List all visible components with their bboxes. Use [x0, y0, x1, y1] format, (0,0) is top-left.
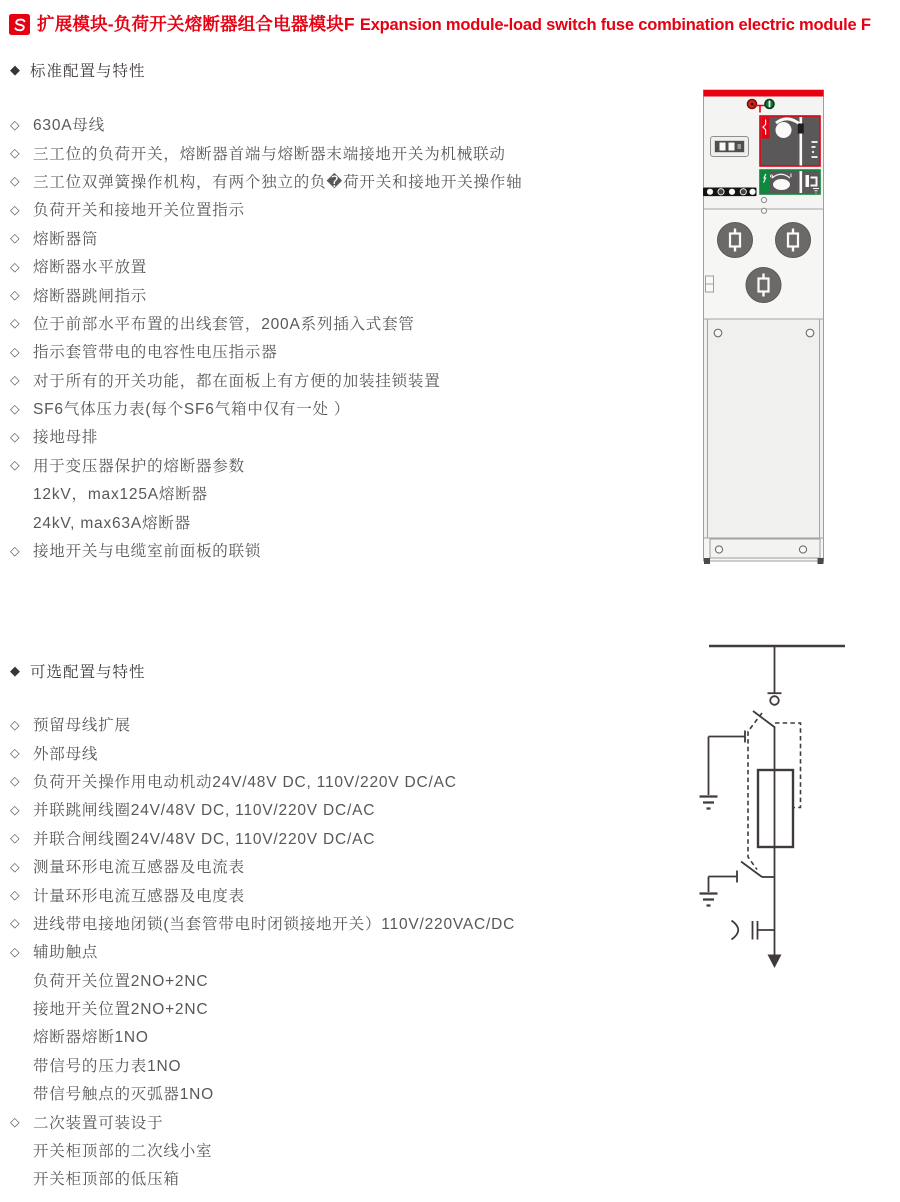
hollow-diamond-bullet: ◇ — [10, 888, 21, 903]
switchgear-cabinet-figure — [695, 85, 830, 570]
upper-earthing-switch-symbol — [700, 731, 746, 809]
feature-item-label: 开关柜顶部的二次线小室 — [33, 1143, 213, 1161]
earthing-switch-mimic-panel — [760, 170, 820, 194]
section-header-label: 标准配置与特性 — [30, 63, 146, 80]
feature-item — [10, 451, 522, 479]
earth-symbol — [700, 797, 718, 809]
hollow-diamond-bullet: ◇ — [10, 429, 21, 444]
feature-item — [10, 394, 522, 422]
feature-item — [10, 252, 522, 280]
feature-item — [10, 738, 515, 766]
hollow-diamond-bullet: ◇ — [10, 117, 21, 132]
page-title-english: Expansion module-load switch fuse combination electric module F — [359, 16, 871, 34]
feature-item — [10, 479, 522, 507]
feature-item — [10, 110, 522, 138]
feature-item — [10, 880, 515, 908]
feature-item-label: 进线带电接地闭锁(当套管带电时闭锁接地开关）110V/220VAC/DC — [33, 915, 516, 933]
feature-item-label: 接地母排 — [33, 429, 99, 447]
hollow-diamond-bullet: ◇ — [10, 774, 21, 789]
feature-item-label: 12kV，max125A熔断器 — [33, 486, 208, 504]
feature-item — [10, 536, 522, 564]
page-title-chinese: 扩展模块-负荷开关熔断器组合电器模块F — [37, 14, 360, 34]
hollow-diamond-bullet: ◇ — [10, 231, 21, 246]
feature-item-label: 计量环形电流互感器及电度表 — [33, 887, 245, 905]
hollow-diamond-bullet: ◇ — [10, 202, 21, 217]
feature-item — [10, 280, 522, 308]
filled-diamond-bullet: ◆ — [10, 62, 21, 77]
hollow-diamond-bullet: ◇ — [10, 916, 21, 931]
isolating-contact — [770, 696, 779, 705]
feature-item-label: 用于变压器保护的熔断器参数 — [33, 457, 245, 475]
voltage-indicator-strip — [703, 188, 757, 197]
feature-item-label: 三工位双弹簧操作机构，有两个独立的负�荷开关和接地开关操作轴 — [33, 173, 523, 191]
filled-diamond-bullet: ◆ — [10, 663, 21, 678]
capacitive-voltage-indicator-symbol — [732, 921, 775, 940]
feature-list-optional — [10, 710, 515, 1193]
feature-item-label: 带信号的压力表1NO — [33, 1057, 182, 1075]
plinth-screw — [715, 546, 722, 553]
feature-item — [10, 167, 522, 195]
hollow-diamond-bullet: ◇ — [10, 401, 21, 416]
hollow-diamond-bullet: ◇ — [10, 174, 21, 189]
feature-item-label: 并联跳闸线圈24V/48V DC, 110V/220V DC/AC — [33, 802, 376, 820]
feature-item-label: 预留母线扩展 — [33, 717, 131, 735]
feature-item-label: 630A母线 — [33, 117, 105, 135]
feature-item-label: 带信号触点的灭弧器1NO — [33, 1086, 214, 1104]
door-screw — [714, 329, 722, 337]
operating-shaft-knob — [776, 122, 792, 138]
hollow-diamond-bullet: ◇ — [10, 146, 21, 161]
feature-item — [10, 1079, 515, 1107]
panel-screw — [761, 197, 766, 202]
hollow-diamond-bullet: ◇ — [10, 802, 21, 817]
page-header — [9, 12, 871, 37]
feature-item-label: 对于所有的开关功能，都在面板上有方便的加装挂锁装置 — [33, 372, 441, 390]
single-line-diagram-figure — [630, 630, 900, 980]
feature-item-label: 辅助触点 — [33, 944, 99, 962]
feature-item-label: SF6气体压力表(每个SF6气箱中仅有一处 ） — [33, 401, 351, 419]
feature-item-label: 接地开关与电缆室前面板的联锁 — [33, 543, 262, 561]
feature-item-label: 三工位的负荷开关，熔断器首端与熔断器末端接地开关为机械联动 — [33, 145, 506, 163]
hollow-diamond-bullet: ◇ — [10, 259, 21, 274]
feature-list-standard — [10, 110, 522, 564]
feature-item — [10, 1136, 515, 1164]
feature-item-label: 熔断器熔断1NO — [33, 1029, 149, 1047]
cabinet-foot — [818, 558, 824, 564]
feature-item — [10, 1107, 515, 1135]
section-header-label: 可选配置与特性 — [30, 664, 146, 681]
hollow-diamond-bullet: ◇ — [10, 373, 21, 388]
feature-item-label: 熔断器筒 — [33, 230, 99, 248]
feature-item — [10, 337, 522, 365]
feature-item — [10, 994, 515, 1022]
hollow-diamond-bullet: ◇ — [10, 316, 21, 331]
hollow-diamond-bullet: ◇ — [10, 344, 21, 359]
hollow-diamond-bullet: ◇ — [10, 543, 21, 558]
hollow-diamond-bullet: ◇ — [10, 831, 21, 846]
feature-item-label: 二次装置可装设于 — [33, 1114, 164, 1132]
door-screw — [806, 329, 814, 337]
feature-item — [10, 710, 515, 738]
feature-item-label: 并联合闸线圈24V/48V DC, 110V/220V DC/AC — [33, 830, 376, 848]
hollow-diamond-bullet: ◇ — [10, 288, 21, 303]
feature-item-label: 接地开关位置2NO+2NC — [33, 1001, 209, 1019]
feature-item — [10, 909, 515, 937]
feature-item-label: 指示套管带电的电容性电压指示器 — [33, 344, 278, 362]
hollow-diamond-bullet: ◇ — [10, 717, 21, 732]
feature-item — [10, 309, 522, 337]
feature-item — [10, 507, 522, 535]
feature-item — [10, 937, 515, 965]
feature-item-label: 24kV, max63A熔断器 — [33, 514, 191, 532]
feature-item — [10, 795, 515, 823]
hollow-diamond-bullet: ◇ — [10, 458, 21, 473]
feature-item — [10, 824, 515, 852]
feature-item — [10, 195, 522, 223]
feature-item — [10, 366, 522, 394]
fuse-icon — [746, 268, 781, 303]
feature-item-label: 负荷开关位置2NO+2NC — [33, 972, 209, 990]
fuse-symbol — [758, 770, 793, 847]
earth-switch-knob — [773, 179, 790, 190]
brand-logo-icon — [9, 14, 30, 35]
feature-item-label: 熔断器水平放置 — [33, 259, 148, 277]
feature-item-label: 外部母线 — [33, 745, 99, 763]
feature-item — [10, 138, 522, 166]
earth-symbol — [700, 894, 718, 906]
cable-feeder-arrow — [768, 877, 782, 968]
pressure-gauge — [711, 137, 749, 157]
lower-earthing-switch-symbol — [700, 862, 775, 906]
fuse-icon — [718, 223, 753, 258]
plinth-screw — [799, 546, 806, 553]
feature-item-label: 测量环形电流互感器及电流表 — [33, 859, 245, 877]
feature-item-label: 熔断器跳闸指示 — [33, 287, 148, 305]
cabinet-foot — [704, 558, 710, 564]
feature-item — [10, 767, 515, 795]
switch-blade — [741, 862, 762, 878]
feature-item — [10, 1164, 515, 1192]
feature-item-label: 位于前部水平布置的出线套管，200A系列插入式套管 — [33, 315, 415, 333]
section-header-optional — [10, 660, 146, 682]
feature-item-label: 开关柜顶部的低压箱 — [33, 1171, 180, 1189]
hollow-diamond-bullet: ◇ — [10, 859, 21, 874]
feature-item — [10, 966, 515, 994]
hollow-diamond-bullet: ◇ — [10, 746, 21, 761]
feature-item — [10, 852, 515, 880]
feature-item-label: 负荷开关操作用电动机动24V/48V DC, 110V/220V DC/AC — [33, 773, 457, 791]
feature-item — [10, 1051, 515, 1079]
section-header-standard — [10, 59, 146, 81]
page-title — [37, 12, 871, 37]
cabinet-top-band — [704, 90, 824, 97]
feature-item — [10, 422, 522, 450]
feature-item-label: 负荷开关和接地开关位置指示 — [33, 202, 245, 220]
hollow-diamond-bullet: ◇ — [10, 1115, 21, 1130]
hollow-diamond-bullet: ◇ — [10, 944, 21, 959]
load-switch-mimic-panel — [760, 116, 820, 166]
feature-item — [10, 224, 522, 252]
fuse-icon — [776, 223, 811, 258]
feature-item — [10, 1022, 515, 1050]
busbar — [709, 646, 845, 693]
panel-screw — [761, 208, 766, 213]
